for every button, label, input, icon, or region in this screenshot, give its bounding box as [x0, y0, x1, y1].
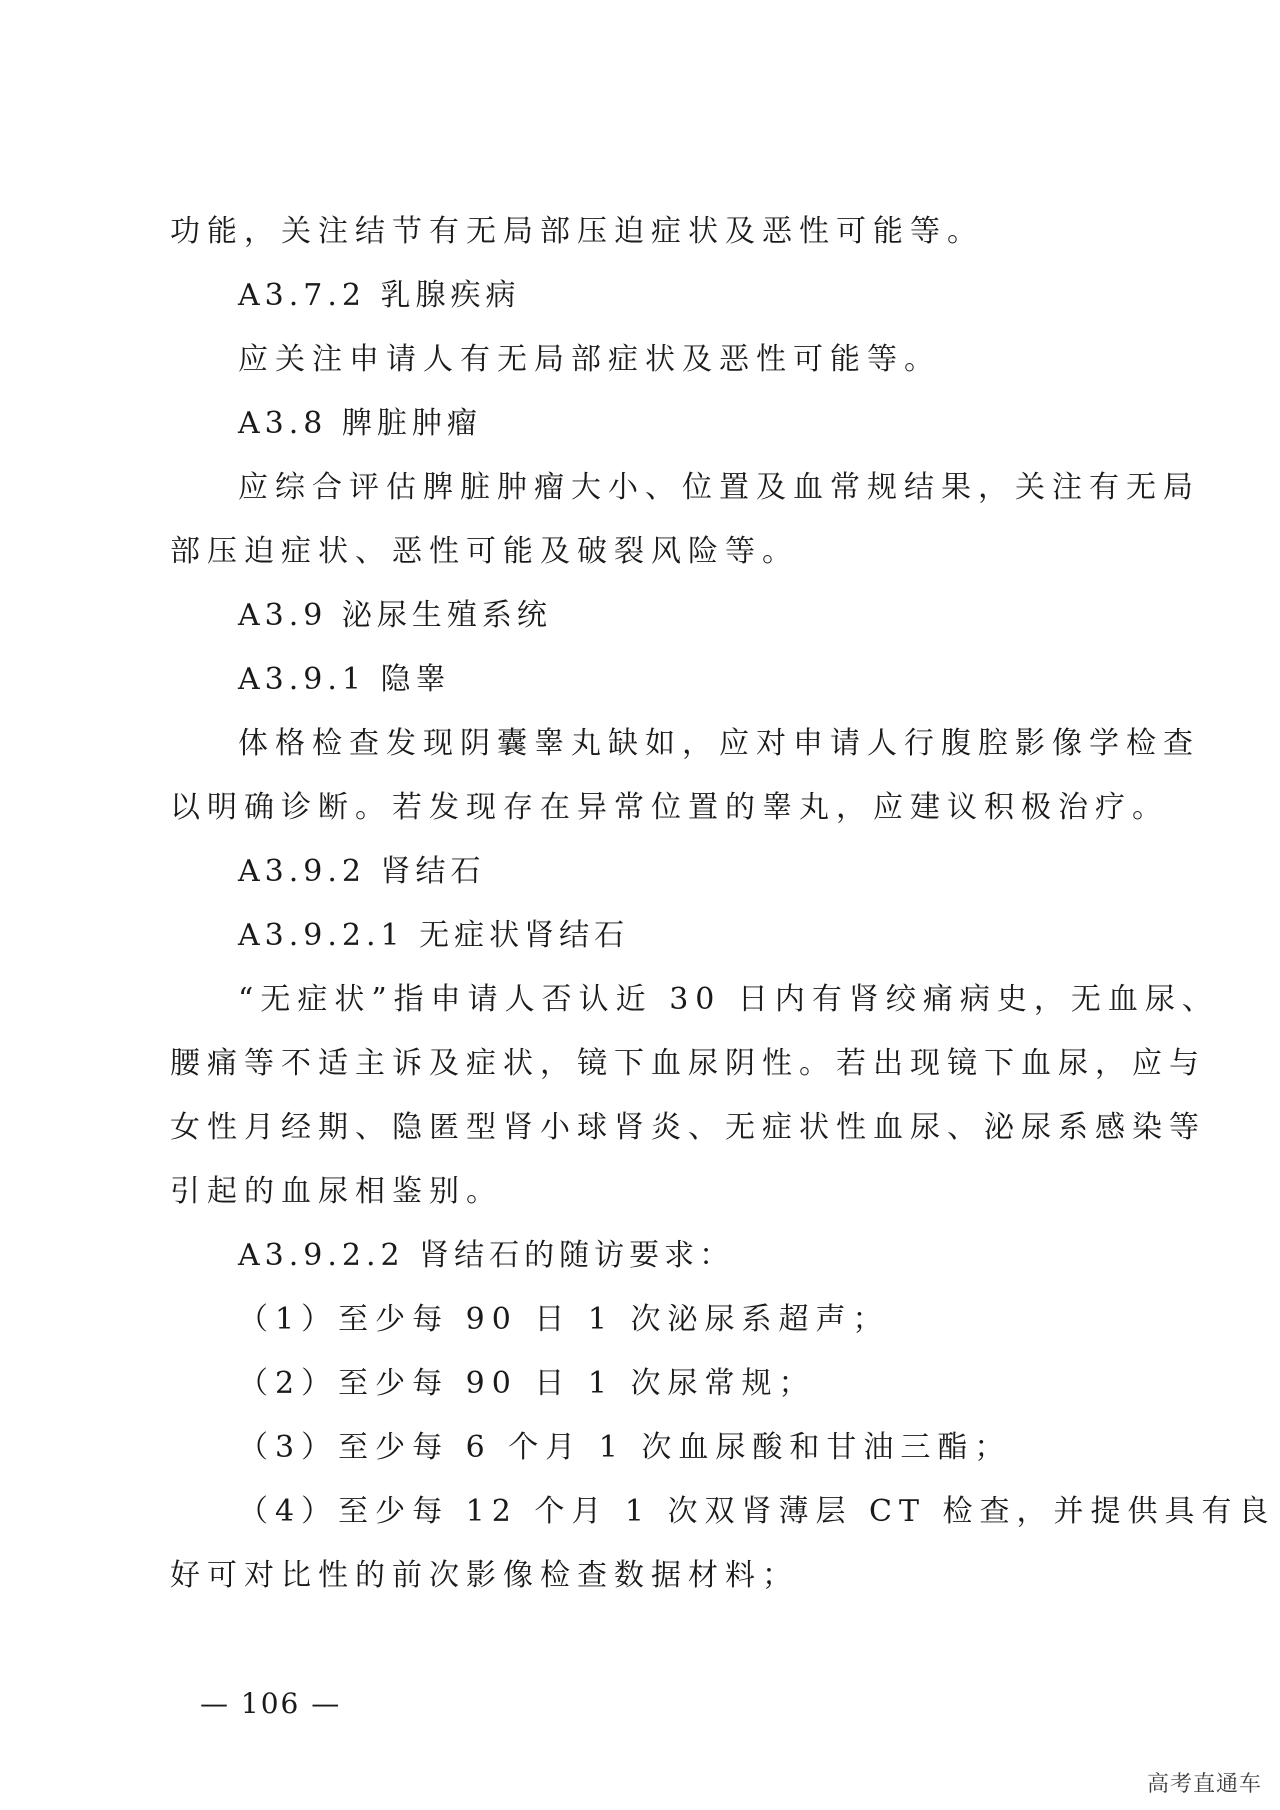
section-heading-a3-9-2-2: A3.9.2.2 肾结石的随访要求： [238, 1238, 735, 1273]
list-item-2: （2）至少每 90 日 1 次尿常规； [238, 1366, 816, 1401]
section-heading-a3-9-2: A3.9.2 肾结石 [238, 854, 486, 889]
section-heading-a3-9-2-1: A3.9.2.1 无症状肾结石 [238, 918, 630, 953]
list-item-3: （3）至少每 6 个月 1 次血尿酸和甘油三酯； [238, 1430, 1012, 1465]
paragraph-spleen-line-2: 部压迫症状、恶性可能及破裂风险等。 [170, 534, 799, 569]
paragraph-spleen-line-1: 应综合评估脾脏肿瘤大小、位置及血常规结果，关注有无局 [238, 470, 1200, 505]
list-item-4-line-1: （4）至少每 12 个月 1 次双肾薄层 CT 检查，并提供具有良 [238, 1494, 1276, 1529]
paragraph-asymptomatic-line-4: 引起的血尿相鉴别。 [170, 1174, 503, 1209]
list-item-4-line-2: 好可对比性的前次影像检查数据材料； [170, 1558, 799, 1593]
paragraph-breast-disease: 应关注申请人有无局部症状及恶性可能等。 [238, 342, 941, 377]
paragraph-continuation: 功能，关注结节有无局部压迫症状及恶性可能等。 [170, 214, 984, 249]
section-heading-a3-9-1: A3.9.1 隐睾 [238, 662, 451, 697]
section-heading-a3-9: A3.9 泌尿生殖系统 [238, 598, 552, 633]
paragraph-cryptorchidism-line-1: 体格检查发现阴囊睾丸缺如，应对申请人行腹腔影像学检查 [238, 726, 1200, 761]
paragraph-cryptorchidism-line-2: 以明确诊断。若发现存在异常位置的睾丸，应建议积极治疗。 [170, 790, 1169, 825]
list-item-1: （1）至少每 90 日 1 次泌尿系超声； [238, 1302, 890, 1337]
page-number: — 106 — [200, 1687, 342, 1720]
section-heading-a3-7-2: A3.7.2 乳腺疾病 [238, 278, 521, 313]
section-heading-a3-8: A3.8 脾脏肿瘤 [238, 406, 482, 441]
paragraph-asymptomatic-line-3: 女性月经期、隐匿型肾小球肾炎、无症状性血尿、泌尿系感染等 [170, 1110, 1206, 1145]
paragraph-asymptomatic-line-1: “无症状”指申请人否认近 30 日内有肾绞痛病史，无血尿、 [238, 982, 1219, 1017]
paragraph-asymptomatic-line-2: 腰痛等不适主诉及症状，镜下血尿阴性。若出现镜下血尿，应与 [170, 1046, 1206, 1081]
watermark: 高考直通车 [1146, 1772, 1262, 1797]
